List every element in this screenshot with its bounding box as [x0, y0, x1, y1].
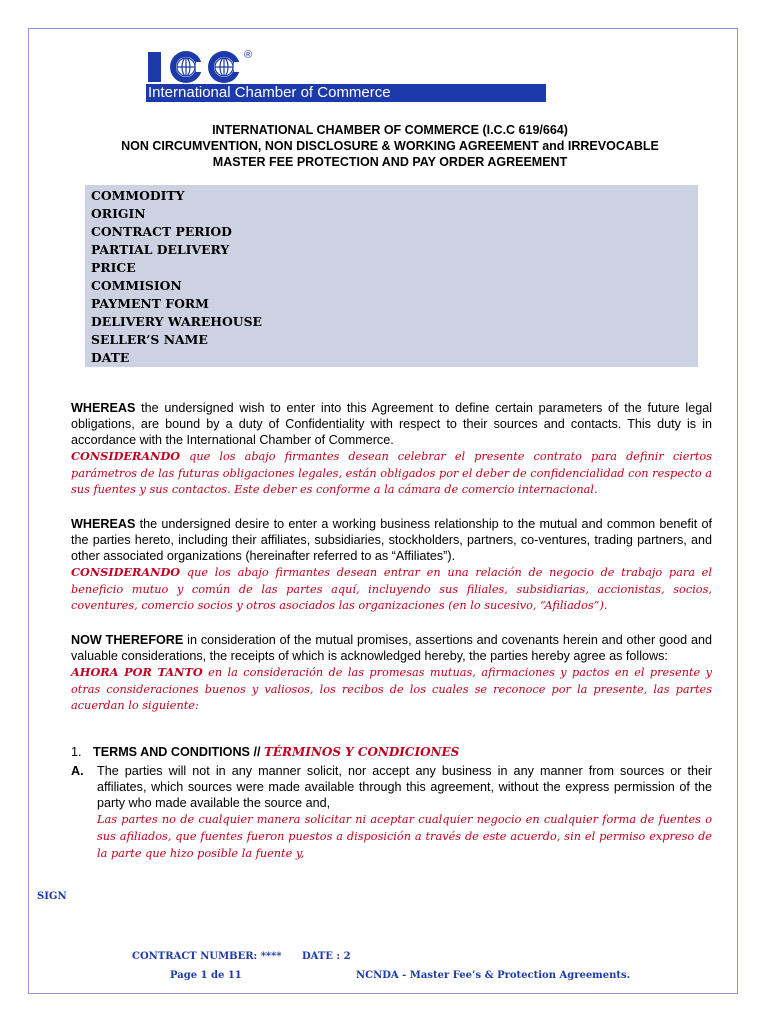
contract-number: CONTRACT NUMBER: ****: [132, 951, 282, 962]
clause-a-text-es: Las partes no de cualquier manera solicitar ni aceptar cualquier negocio en cualquier forma de fuentes o sus afiliados, que fuentes fueron puestos a disposición a través de este acuerdo, sin el permiso expreso de la parte que hizo posible la fuente y,: [97, 813, 712, 860]
document-name: NCNDA - Master Fee’s & Protection Agreements.: [356, 970, 631, 981]
page-number: Page 1 de 11: [170, 970, 242, 981]
ahora-por-tanto-lead: AHORA POR TANTO: [71, 665, 203, 679]
now-therefore-text: in consideration of the mutual promises, assertions and covenants herein and other good and valuable considerations, the receipts of which is acknowledged hereby, the parties hereby agree as follows:: [71, 633, 712, 663]
whereas-paragraph-2: [71, 516, 712, 615]
whereas-text: the undersigned desire to enter a working business relationship to the mutual and common benefit of the parties hereto, including their affiliates, subsidiaries, stockholders, partners, co-ventures, trading partners, and other associated organizations (hereinafter referred to as “Affiliates”).: [71, 517, 712, 563]
document-title-line-1: INTERNATIONAL CHAMBER OF COMMERCE (I.C.C 619/664): [212, 123, 568, 137]
section-title-es: TÉRMINOS Y CONDICIONES: [263, 745, 460, 759]
field-payment-form: PAYMENT FORM: [91, 296, 209, 311]
org-name-banner: International Chamber of Commerce: [146, 84, 546, 102]
icc-globe-logo-icon: [148, 50, 258, 84]
now-therefore-lead: NOW THEREFORE: [71, 633, 184, 647]
whereas-lead: WHEREAS: [71, 517, 136, 531]
field-price: PRICE: [91, 260, 136, 275]
field-contract-period: CONTRACT PERIOD: [91, 224, 232, 239]
field-partial-delivery: PARTIAL DELIVERY: [91, 242, 230, 257]
footer-date: DATE : 2: [302, 951, 351, 962]
contract-fields-box: [85, 185, 698, 367]
ahora-por-tanto-text: en la consideración de las promesas mutuas, afirmaciones y pactos en el presente y otras consideraciones buenos y valiosos, los recibos de los cuales se reconoce por la presente, las partes acuerdan lo siguiente:: [71, 666, 712, 712]
whereas-lead: WHEREAS: [71, 401, 136, 415]
field-sellers-name: SELLER’S NAME: [91, 332, 208, 347]
section-1-heading: [71, 745, 459, 759]
field-commision: COMMISION: [91, 278, 182, 293]
section-separator: //: [249, 745, 264, 759]
section-number: 1.: [71, 745, 82, 759]
clause-a-text: The parties will not in any manner solicit, nor accept any business in any manner from sources or their affiliates, which sources were made available through this agreement, without the express permission of the party who made available the source and,: [97, 764, 712, 810]
whereas-paragraph-1: [71, 400, 712, 499]
field-delivery-warehouse: DELIVERY WAREHOUSE: [91, 314, 263, 329]
clause-a: [97, 763, 712, 862]
document-title-line-3: MASTER FEE PROTECTION AND PAY ORDER AGREEMENT: [212, 155, 568, 169]
document-title-line-2: NON CIRCUMVENTION, NON DISCLOSURE & WORKING AGREEMENT and IRREVOCABLE: [121, 139, 659, 153]
considerando-lead: CONSIDERANDO: [71, 565, 181, 579]
sign-label: SIGN: [37, 891, 67, 902]
now-therefore-paragraph: [71, 632, 712, 715]
field-commodity: COMMODITY: [91, 188, 185, 203]
considerando-text: que los abajo firmantes desean celebrar el presente contrato para definir ciertos parámetros de las futuras obligaciones legales, están obligados por el deber de confidencialidad con respecto a sus fuentes y sus contactos. Este deber es conforme a la cámara de comercio internacional.: [71, 450, 712, 496]
whereas-text: the undersigned wish to enter into this Agreement to define certain parameters of the future legal obligations, are bound by a duty of Confidentiality with respect to their sources and contacts. This duty is in accordance with the International Chamber of Commerce.: [71, 401, 712, 447]
registered-mark: ®: [244, 49, 253, 61]
section-title: TERMS AND CONDITIONS: [93, 745, 250, 759]
clause-a-label: A.: [71, 764, 84, 778]
field-origin: ORIGIN: [91, 206, 146, 221]
considerando-lead: CONSIDERANDO: [71, 449, 181, 463]
field-date: DATE: [91, 350, 130, 365]
considerando-text: que los abajo firmantes desean entrar en una relación de negocio de trabajo para el beneficio mutuo y común de las partes aquí, incluyendo sus filiales, subsidiarias, accionistas, socios, coventures, comercio socios y otros asociados las organizaciones (en lo sucesivo, “Afiliados”).: [71, 566, 712, 612]
